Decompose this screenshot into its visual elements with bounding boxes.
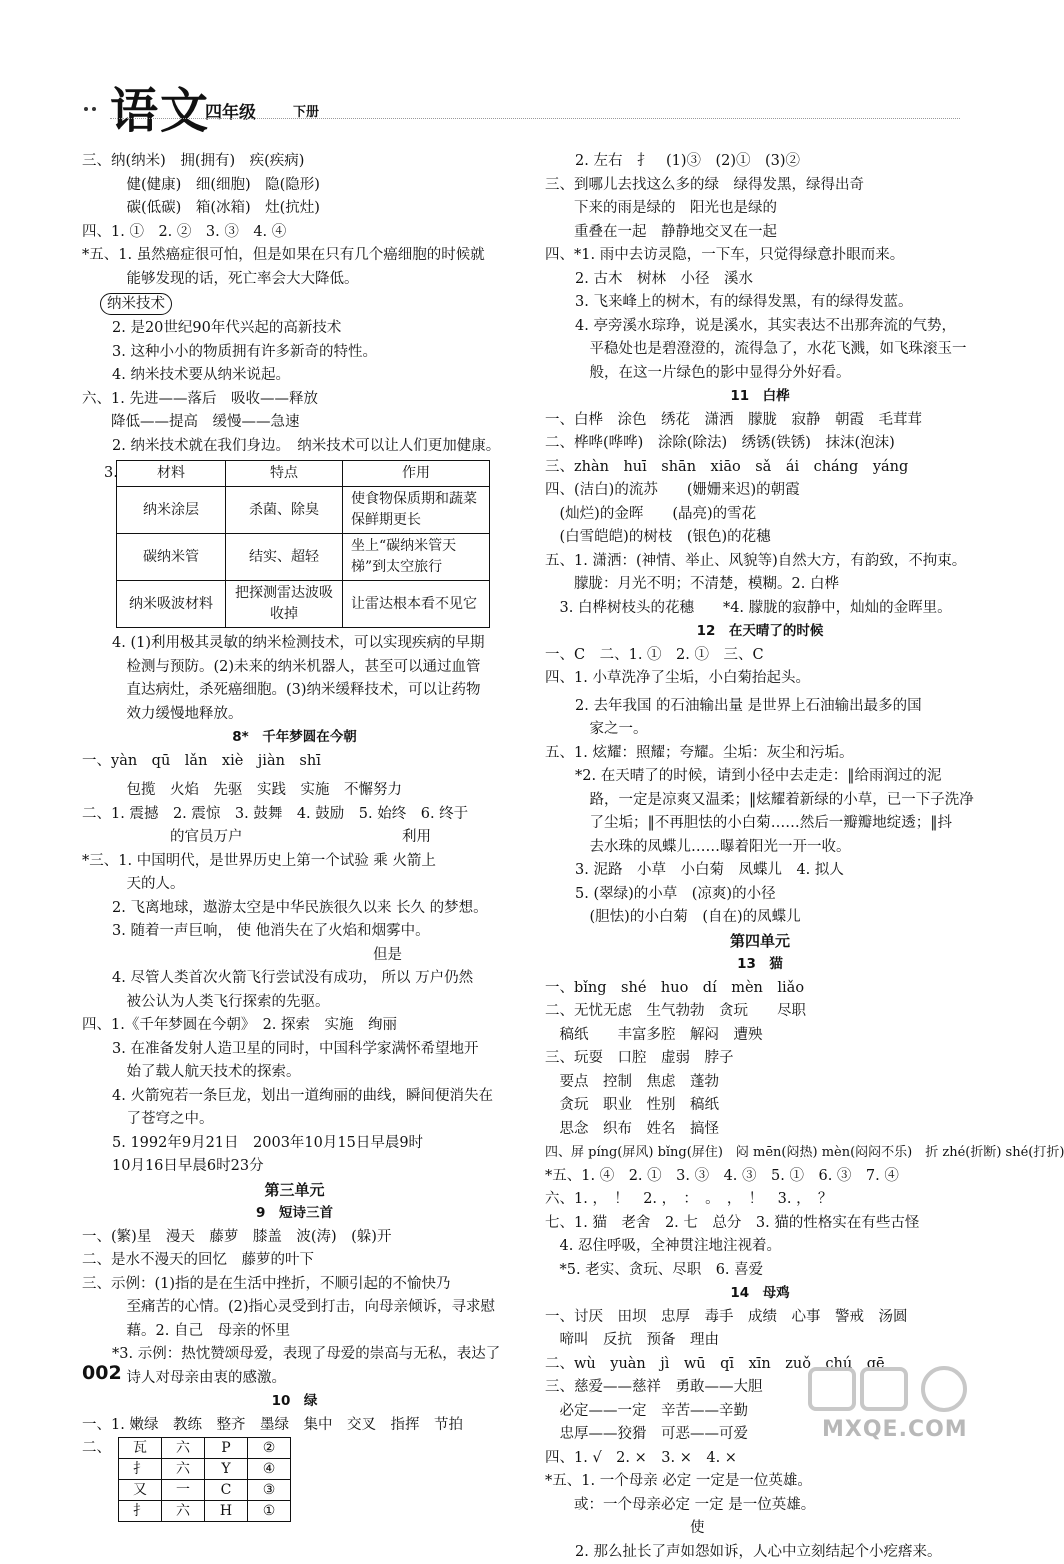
answer-line: 忠厚——狡猾 可恶——可爱 xyxy=(545,1423,975,1447)
table-cell: 一 xyxy=(162,1480,205,1501)
answer-line: 效力缓慢地释放。 xyxy=(82,703,507,727)
materials-table xyxy=(116,460,490,628)
answer-line: 4. 尽管人类首次火箭飞行尝试没有成功， 所以 万户仍然 xyxy=(82,967,507,991)
answer-line: 2. 是20世纪90年代兴起的高新技术 xyxy=(82,317,507,341)
table-cell: 纳米涂层 xyxy=(117,487,226,534)
answer-line: 一、C 二、1. ① 2. ① 三、C xyxy=(545,644,975,668)
table-cell: ② xyxy=(248,1438,291,1459)
left-column xyxy=(82,150,507,1524)
table-cell: ③ xyxy=(248,1480,291,1501)
annotation-line: 的官员万户 利用 xyxy=(82,826,507,850)
answer-line: 下来的雨是绿的 阳光也是绿的 xyxy=(545,197,975,221)
answer-line: 一、讨厌 田坝 忠厚 毒手 成绩 心事 警戒 汤圆 xyxy=(545,1306,975,1330)
annotation-line: 使 xyxy=(545,1517,975,1541)
answer-line: 3. 白桦树枝头的花穗 *4. 朦胧的寂静中，灿灿的金晖里。 xyxy=(545,597,975,621)
answer-line: 5. (翠绿)的小草 (凉爽)的小径 xyxy=(545,883,975,907)
table-row xyxy=(119,1459,291,1480)
grade-label: 四年级 xyxy=(205,98,256,123)
table-cell: 使食物保质期和蔬菜保鲜期更长 xyxy=(343,487,490,534)
answer-line: 直达病灶，杀死癌细胞。(3)纳米缓释技术，可以让药物 xyxy=(82,679,507,703)
answer-line: 了苍穹之中。 xyxy=(82,1108,507,1132)
lesson-title: 10 绿 xyxy=(82,1390,507,1414)
answer-line: 四、1. ① 2. ② 3. ③ 4. ④ xyxy=(82,221,507,245)
table-cell: C xyxy=(205,1480,248,1501)
answer-line: 检测与预防。(2)未来的纳米机器人，甚至可以通过血管 xyxy=(82,656,507,680)
answer-line: 3. 这种小小的物质拥有许多新奇的特性。 xyxy=(82,341,507,365)
answer-line: 般，在这一片绿色的影中显得分外好看。 xyxy=(545,362,975,386)
answer-line: 必定——一定 辛苦——辛勤 xyxy=(545,1400,975,1424)
answer-line: 健(健康) 细(细胞) 隐(隐形) xyxy=(82,174,507,198)
table-row xyxy=(117,534,490,581)
answer-line: 2. 左右 扌 (1)③ (2)① (3)② xyxy=(545,150,975,174)
answer-line: *五、1. ④ 2. ① 3. ③ 4. ③ 5. ① 6. ③ 7. ④ xyxy=(545,1165,975,1189)
answer-line: 2. 那么扯长了声如怨如诉，人心中立刻结起个小疙瘩来。 xyxy=(545,1541,975,1564)
page-number: 002 xyxy=(82,1362,122,1384)
unit-heading: 第三单元 xyxy=(82,1179,507,1203)
answer-line: 能够发现的话，死亡率会大大降低。 xyxy=(82,268,507,292)
answer-line: *三、1. 中国明代，是世界历史上第一个试验 乘 火箭上 xyxy=(82,850,507,874)
answer-line: 五、1. 炫耀：照耀；夸耀。尘垢：灰尘和污垢。 xyxy=(545,742,975,766)
answer-line: 七、1. 猫 老舍 2. 七 总分 3. 猫的性格实在有些古怪 xyxy=(545,1212,975,1236)
decoration-icon xyxy=(82,104,102,114)
table-cell: ④ xyxy=(248,1459,291,1480)
answer-line: 一、白桦 涂色 绣花 潇洒 朦胧 寂静 朝霞 毛茸茸 xyxy=(545,409,975,433)
answer-line: 啼叫 反抗 预备 理由 xyxy=(545,1329,975,1353)
answer-line: (白雪皑皑)的树枝 (银色)的花穗 xyxy=(545,526,975,550)
answer-line: 二、桦哗(哗哗) 涂除(除法) 绣锈(铁锈) 抹沫(泡沫) xyxy=(545,432,975,456)
pinyin-line: 一、bǐng shé huo dí mèn liǎo xyxy=(545,977,975,1001)
pinyin-line: 三、zhàn huī shān xiāo sǎ ái cháng yáng xyxy=(545,456,975,480)
table-cell: 坐上“碳纳米管天梯”到太空旅行 xyxy=(343,534,490,581)
answer-line: 藉。2. 自己 母亲的怀里 xyxy=(82,1320,507,1344)
answer-line: 4. 纳米技术要从纳米说起。 xyxy=(82,364,507,388)
answer-line: *五、1. 一个母亲 必定 一定是一位英雄。 xyxy=(545,1470,975,1494)
answer-line: 二、是水不漫天的回忆 藤萝的叶下 xyxy=(82,1249,507,1273)
answer-line: 家之一。 xyxy=(545,718,975,742)
words-line: 包揽 火焰 先驱 实践 实施 不懈努力 xyxy=(82,779,507,803)
table-header: 作用 xyxy=(343,461,490,487)
table-cell: 扌 xyxy=(119,1459,162,1480)
table-row xyxy=(119,1480,291,1501)
annotation-line: 但是 xyxy=(82,944,507,968)
lesson-title: 14 母鸡 xyxy=(545,1282,975,1306)
answer-line: 2. 古木 树林 小径 溪水 xyxy=(545,268,975,292)
answer-line: *2. 在天晴了的时候，请到小径中去走走：‖给雨润过的泥 xyxy=(545,765,975,789)
header-rule xyxy=(110,118,960,119)
subject-title: 语文 xyxy=(110,72,210,141)
answer-line: 一、1. 嫩绿 教练 整齐 墨绿 集中 交叉 指挥 节拍 xyxy=(82,1414,507,1438)
answer-line: 四、(洁白)的流苏 (姗姗来迟)的朝霞 xyxy=(545,479,975,503)
answer-line: 3. 泥路 小草 小白菊 凤蝶儿 4. 拟人 xyxy=(545,859,975,883)
table-cell: 六 xyxy=(162,1459,205,1480)
answer-line: 10月16日早晨6时23分 xyxy=(82,1155,507,1179)
answer-line: 去水珠的凤蝶儿……曝着阳光一开一收。 xyxy=(545,836,975,860)
circled-phrase: 纳米技术 xyxy=(100,293,172,315)
table-cell: H xyxy=(205,1501,248,1522)
answer-line: 六、1. ， ！ 2. ， ： 。 ， ！ 3. ， ？ xyxy=(545,1188,975,1212)
answer-line: 路，一定是凉爽又温柔；‖炫耀着新绿的小草，已一下子洗净 xyxy=(545,789,975,813)
table-row xyxy=(117,487,490,534)
answer-line: 四、*1. 雨中去访灵隐，一下车，只觉得绿意扑眼而来。 xyxy=(545,244,975,268)
answer-line: *5. 老实、贪玩、尽职 6. 喜爱 xyxy=(545,1259,975,1283)
answer-line: 四、屏 píng(屏风) bǐng(屏住) 闷 mēn(闷热) mèn(闷闷不乐) 折 zhé(折断) shé(打折) xyxy=(545,1141,975,1165)
answer-line: 三、纳(纳米) 拥(拥有) 疾(疾病) xyxy=(82,150,507,174)
table-row xyxy=(119,1438,291,1459)
answer-line: 二、无忧无虑 生气勃勃 贪玩 尽职 xyxy=(545,1000,975,1024)
answer-line: 2. 飞离地球，遨游太空是中华民族很久以来 长久 的梦想。 xyxy=(82,897,507,921)
lesson-title: 8* 千年梦圆在今朝 xyxy=(82,726,507,750)
answer-line: 3. 在准备发射人造卫星的同时，中国科学家满怀希望地开 xyxy=(82,1038,507,1062)
answer-line: 诗人对母亲由衷的感激。 xyxy=(82,1367,507,1391)
watermark-url: MXQE.COM xyxy=(822,1417,968,1442)
answer-line: 稿纸 丰富多腔 解闷 遭殃 xyxy=(545,1024,975,1048)
answer-line: 2. 纳米技术就在我们身边。 纳米技术可以让人们更加健康。 xyxy=(82,435,507,459)
pinyin-line: 一、yàn qū lǎn xiè jiàn shī xyxy=(82,750,507,774)
answer-line: 一、(繁)星 漫天 藤萝 膝盖 波(涛) (躲)开 xyxy=(82,1226,507,1250)
answer-line: 2. 去年我国 的石油输出量 是世界上石油输出最多的国 xyxy=(545,695,975,719)
table-header-row xyxy=(117,461,490,487)
lesson-title: 13 猫 xyxy=(545,953,975,977)
table-number: 3. xyxy=(104,462,118,486)
table-header: 特点 xyxy=(226,461,343,487)
answer-line: 4. 忍住呼吸，全神贯注地注视着。 xyxy=(545,1235,975,1259)
answer-line: 4. (1)利用极其灵敏的纳米检测技术，可以实现疾病的早期 xyxy=(82,632,507,656)
answer-line: 天的人。 xyxy=(82,873,507,897)
table-cell: 结实、超轻 xyxy=(226,534,343,581)
table-cell: Y xyxy=(205,1459,248,1480)
answer-line: 二、1. 震撼 2. 震惊 3. 鼓舞 4. 鼓励 5. 始终 6. 终于 xyxy=(82,803,507,827)
table-cell: 纳米吸波材料 xyxy=(117,581,226,628)
answer-line: 朦胧：月光不明；不清楚，模糊。2. 白桦 xyxy=(545,573,975,597)
answer-line: *3. 示例：热忱赞颂母爱，表现了母爱的崇高与无私，表达了 xyxy=(82,1343,507,1367)
answer-line: 4. 火箭宛若一条巨龙，划出一道绚丽的曲线，瞬间便消失在 xyxy=(82,1085,507,1109)
answer-line: (胆怯)的小白菊 (自在)的凤蝶儿 xyxy=(545,906,975,930)
strokes-table xyxy=(118,1437,291,1522)
answer-line: 平稳处也是碧澄澄的，流得急了，水花飞溅，如飞珠滚玉一 xyxy=(545,338,975,362)
table-cell: ① xyxy=(248,1501,291,1522)
answer-line: 降低——提高 缓慢——急速 xyxy=(82,411,507,435)
answer-line: 或：一个母亲必定 一定 是一位英雄。 xyxy=(545,1494,975,1518)
unit-heading: 第四单元 xyxy=(545,930,975,954)
answer-line: 四、1. 小草洗净了尘垢，小白菊抬起头。 xyxy=(545,667,975,691)
answer-line: 5. 1992年9月21日 2003年10月15日早晨9时 xyxy=(82,1132,507,1156)
table-cell: 六 xyxy=(162,1501,205,1522)
table-cell: 六 xyxy=(162,1438,205,1459)
volume-label: 下册 xyxy=(293,101,319,120)
lesson-title: 11 白桦 xyxy=(545,385,975,409)
answer-line: 思念 织布 姓名 搞怪 xyxy=(545,1118,975,1142)
answer-line: 三、玩耍 口腔 虚弱 脖子 xyxy=(545,1047,975,1071)
answer-line: 贪玩 职业 性别 稿纸 xyxy=(545,1094,975,1118)
table-cell: 瓦 xyxy=(119,1438,162,1459)
answer-line: 3. 随着一声巨响， 使 他消失在了火焰和烟雾中。 xyxy=(82,920,507,944)
answer-line: 始了载人航天技术的探索。 xyxy=(82,1061,507,1085)
answer-line: 三、示例：(1)指的是在生活中挫折，不顺引起的不愉快乃 xyxy=(82,1273,507,1297)
table-header: 材料 xyxy=(117,461,226,487)
table-cell: 扌 xyxy=(119,1501,162,1522)
strokes-label: 二、 xyxy=(82,1437,111,1461)
answer-line: 至痛苦的心情。(2)指心灵受到打击，向母亲倾诉，寻求慰 xyxy=(82,1296,507,1320)
table-row xyxy=(117,581,490,628)
answer-line: 3. 飞来峰上的树木，有的绿得发黑，有的绿得发蓝。 xyxy=(545,291,975,315)
table-cell: 把探测雷达波吸收掉 xyxy=(226,581,343,628)
pinyin-line: 二、wù yuàn jì wū qī xīn zuǒ chú gē xyxy=(545,1353,975,1377)
lesson-title: 12 在天晴了的时候 xyxy=(545,620,975,644)
answer-line: 碳(低碳) 箱(冰箱) 灶(抗灶) xyxy=(82,197,507,221)
lesson-title: 9 短诗三首 xyxy=(82,1202,507,1226)
answer-line: 重叠在一起 静静地交叉在一起 xyxy=(545,221,975,245)
answer-line: *五、1. 虽然癌症很可怕，但是如果在只有几个癌细胞的时候就 xyxy=(82,244,507,268)
table-cell: 让雷达根本看不见它 xyxy=(343,581,490,628)
right-column xyxy=(545,150,975,1564)
answer-line: 六、1. 先进——落后 吸收——释放 xyxy=(82,388,507,412)
answer-line: 三、到哪儿去找这么多的绿 绿得发黑，绿得出奇 xyxy=(545,174,975,198)
answer-line: 要点 控制 焦虑 蓬勃 xyxy=(545,1071,975,1095)
answer-line: 4. 亭旁溪水琮琤，说是溪水，其实表达不出那奔流的气势， xyxy=(545,315,975,339)
answer-line: 四、1. √ 2. × 3. × 4. × xyxy=(545,1447,975,1471)
table-cell: 碳纳米管 xyxy=(117,534,226,581)
answer-line: 被公认为人类飞行探索的先驱。 xyxy=(82,991,507,1015)
table-row xyxy=(119,1501,291,1522)
table-cell: P xyxy=(205,1438,248,1459)
table-cell: 杀菌、除臭 xyxy=(226,487,343,534)
answer-line: 了尘垢；‖不再胆怯的小白菊……然后一瓣瓣地绽透；‖抖 xyxy=(545,812,975,836)
table-cell: 又 xyxy=(119,1480,162,1501)
answer-line: 三、慈爱——慈祥 勇敢——大胆 xyxy=(545,1376,975,1400)
answer-line: 五、1. 潇洒：(神情、举止、风貌等)自然大方，有韵致，不拘束。 xyxy=(545,550,975,574)
answer-line: (灿烂)的金晖 (晶亮)的雪花 xyxy=(545,503,975,527)
answer-line: 四、1.《千年梦圆在今朝》 2. 探索 实施 绚丽 xyxy=(82,1014,507,1038)
